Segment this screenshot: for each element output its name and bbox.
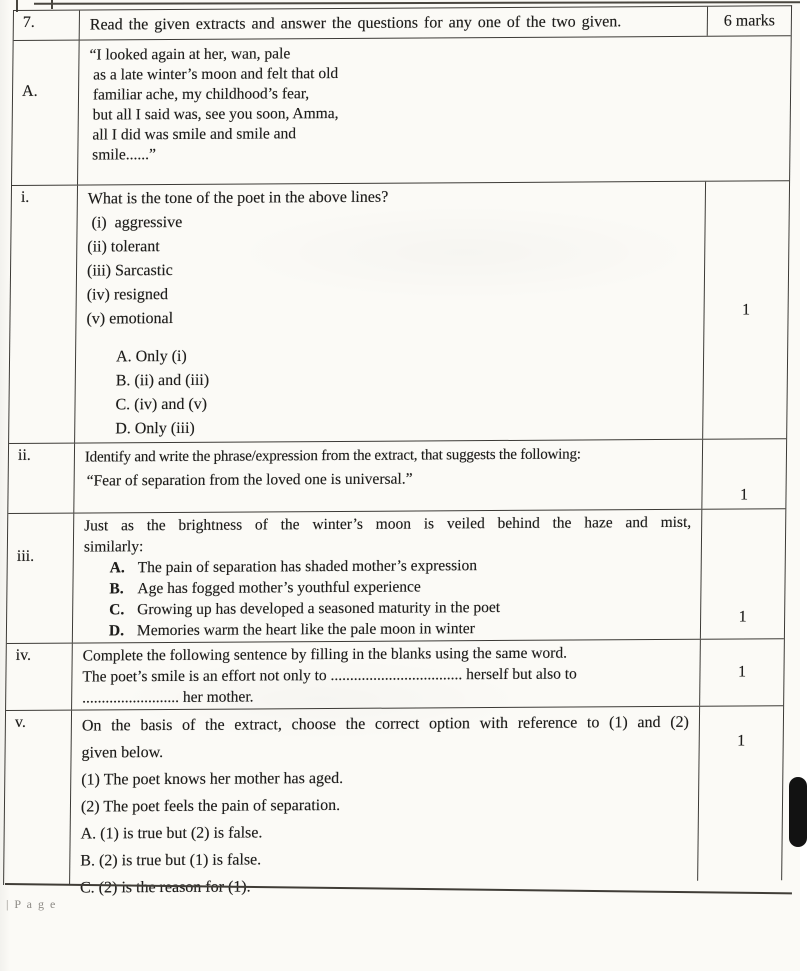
- question-text-line1: Complete the following sentence by filling in the blanks using the same word.: [82, 644, 568, 665]
- answer-options-list: [85, 342, 693, 442]
- marks-value: 6 marks: [723, 11, 776, 30]
- marks-cell: [707, 6, 791, 36]
- answer-option: A. (1) is true but (2) is false.: [80, 824, 263, 843]
- option-text: Age has fogged mother’s youthful experience: [137, 578, 421, 598]
- answer-option: [109, 617, 690, 642]
- sub-option: (ii) tolerant: [87, 238, 160, 256]
- table-row-extract-a: [12, 36, 791, 186]
- table-row-question-i: [9, 181, 789, 444]
- scrollbar-thumb[interactable]: [789, 777, 807, 847]
- answer-option: B. (2) is true but (1) is false.: [80, 851, 262, 870]
- marks-value: 1: [737, 732, 746, 750]
- poem-line: smile......”: [88, 146, 157, 164]
- table-row-question-7: [14, 6, 791, 41]
- sub-options-list: [86, 208, 694, 332]
- marks-value: 1: [738, 608, 747, 626]
- table-row-question-iv: [6, 639, 784, 711]
- question-text-line2: similarly:: [83, 538, 144, 556]
- fill-blank-line: The poet’s smile is an effort not only to .................................. herself but also to: [82, 665, 577, 686]
- table-row-question-iii: [7, 509, 786, 644]
- quoted-statement: “Fear of separation from the loved one is universal.”: [86, 470, 413, 490]
- question-text: Identify and write the phrase/expression from the extract, that suggests the following:: [84, 446, 581, 466]
- sub-option: (v) emotional: [86, 309, 174, 328]
- answer-option: C. (2) is the reason for (1).: [79, 878, 251, 897]
- answer-option: A. Only (i): [115, 347, 187, 366]
- marks-value: 1: [737, 663, 747, 681]
- sub-option: (iv) resigned: [86, 286, 169, 304]
- answer-option: C. (iv) and (v): [115, 395, 208, 414]
- question-number: ii.: [8, 444, 75, 513]
- answer-options-list: [83, 554, 691, 642]
- table-row-question-ii: [8, 439, 786, 514]
- question-number: v.: [4, 711, 72, 885]
- option-letter: A.: [109, 559, 125, 577]
- poem-line: but all I said was, see you soon, Amma,: [88, 105, 339, 124]
- statement: (2) The poet feels the pain of separation.: [80, 796, 341, 816]
- sub-option: (iii) Sarcastic: [86, 262, 173, 280]
- marks-cell: [697, 706, 783, 881]
- marks-value: 1: [742, 300, 751, 319]
- sub-option: (i) aggressive: [87, 213, 183, 232]
- statement: (1) The poet knows her mother has aged.: [81, 769, 344, 789]
- marks-cell: [702, 181, 789, 439]
- scan-artifact-top-line: [34, 1, 800, 5]
- option-letter: D.: [108, 622, 125, 640]
- question-number: 7.: [14, 11, 80, 40]
- instruction-text: Read the given extracts and answer the questions for any one of the two given.: [89, 13, 622, 34]
- option-letter: B.: [109, 580, 124, 598]
- poem-line: all I did was smile and smile and: [88, 125, 297, 144]
- question-text-line2: given below.: [81, 744, 164, 762]
- marks-cell: [701, 439, 786, 509]
- option-text: Growing up has developed a seasoned maturity in the poet: [137, 598, 501, 619]
- marks-cell: [699, 639, 784, 706]
- option-text: Memories warm the heart like the pale moon in winter: [136, 620, 475, 640]
- question-text-line1: Just as the brightness of the winter’s moon is veiled behind the haze and mist,: [84, 513, 692, 535]
- question-text: What is the tone of the poet in the above lines?: [87, 188, 389, 208]
- poem-line: as a late winter’s moon and felt that old: [89, 65, 339, 84]
- marks-value: 1: [739, 486, 749, 504]
- question-content: [70, 707, 699, 897]
- answer-option: B. (ii) and (iii): [115, 371, 210, 390]
- question-number: i.: [9, 186, 78, 443]
- option-letter: C.: [109, 601, 125, 619]
- extract-label: A.: [12, 41, 80, 185]
- poem-extract: [78, 36, 791, 184]
- page-footer: | P a g e: [6, 897, 57, 911]
- poem-line: familiar ache, my childhood’s fear,: [88, 85, 310, 104]
- table-row-question-v: [4, 706, 783, 897]
- question-content: [74, 440, 702, 513]
- question-number: iv.: [6, 644, 73, 710]
- answer-option: D. Only (iii): [115, 419, 195, 438]
- scan-artifact-tick: [51, 0, 53, 9]
- question-content: [72, 640, 700, 710]
- option-text: The pain of separation has shaded mother’s expression: [137, 557, 478, 577]
- poem-line: “I looked again at her, wan, pale: [89, 45, 291, 64]
- marks-cell: [700, 509, 785, 639]
- fill-blank-line: ......................... her mother.: [82, 688, 254, 707]
- question-table: [3, 5, 792, 897]
- question-number: iii.: [7, 514, 74, 643]
- question-text-line1: On the basis of the extract, choose the correct option with reference to (1) and (2): [81, 713, 690, 735]
- question-content: [75, 182, 705, 443]
- question-content: [73, 510, 702, 643]
